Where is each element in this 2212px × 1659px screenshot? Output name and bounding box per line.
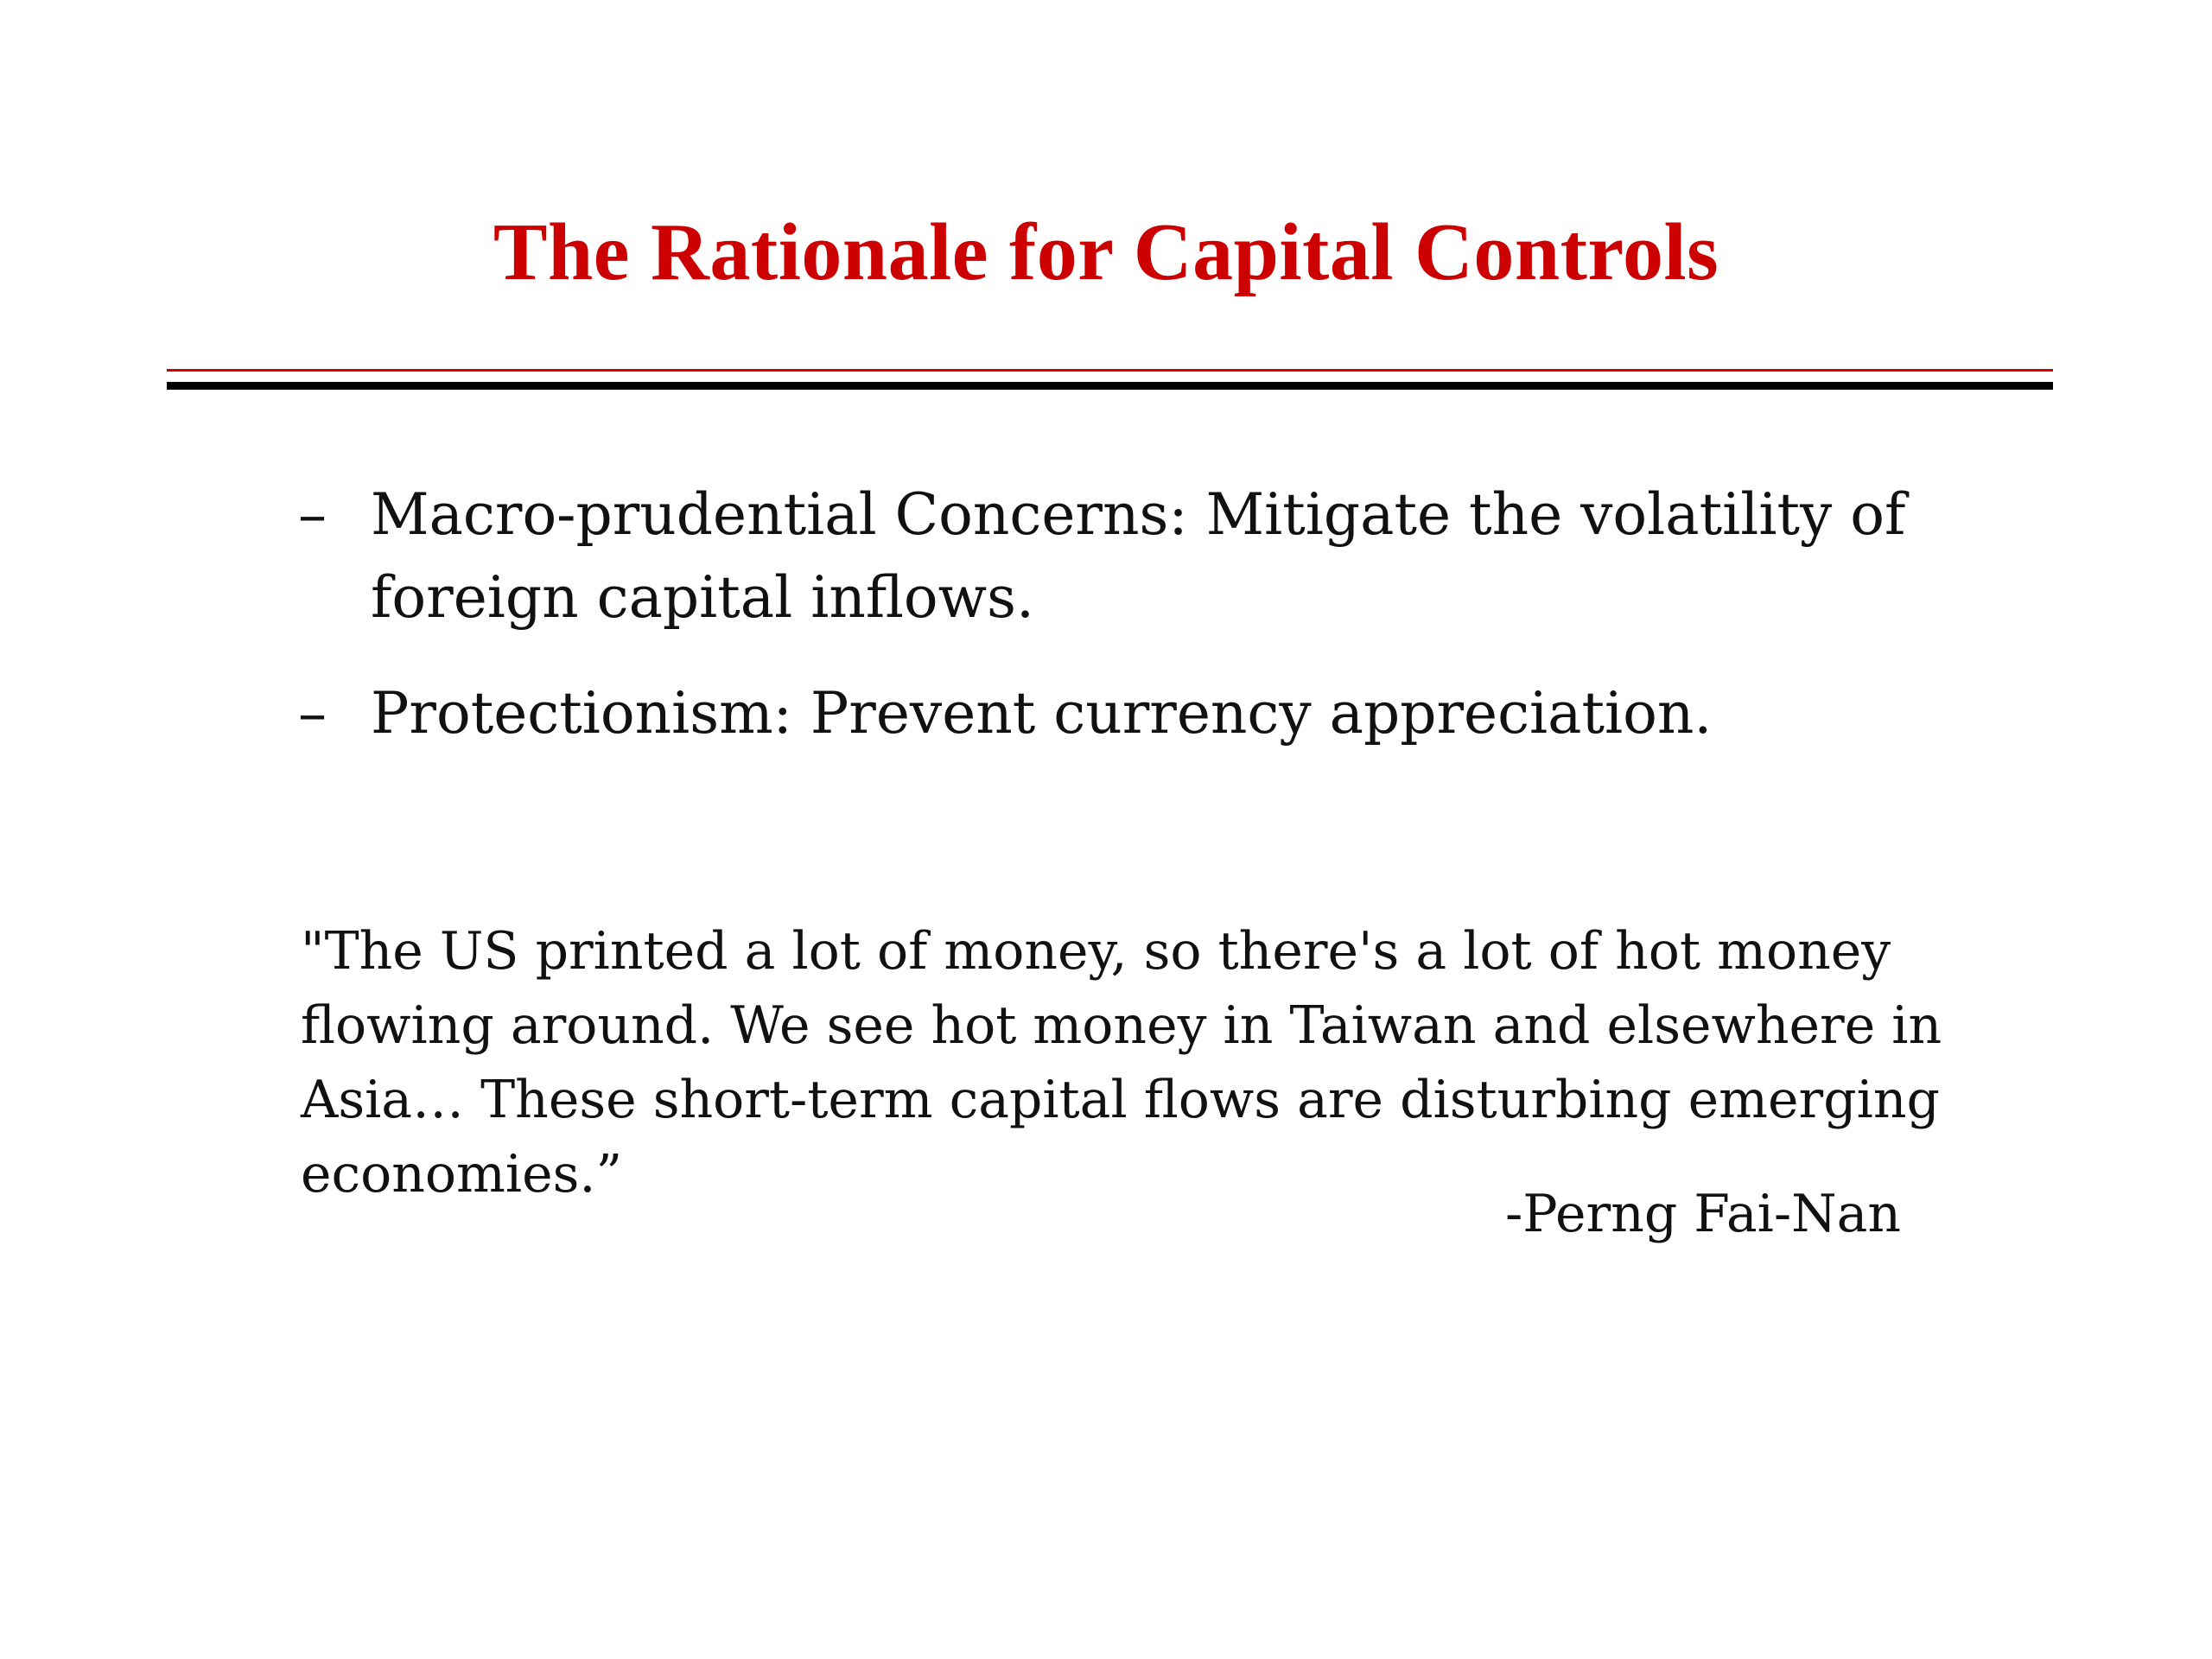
bullet-dash: – bbox=[298, 481, 327, 548]
bullet-list bbox=[298, 474, 2026, 788]
title-divider-red bbox=[167, 369, 2053, 372]
bullet-dash: – bbox=[298, 680, 327, 747]
bullet-item-macro-prudential bbox=[298, 474, 2026, 639]
quote-text: "The US printed a lot of money, so there's a lot of hot money flowing around. We see hot money in Taiwan and elsewhere in Asia… These short-term capital flows are disturbing emerging economies.” bbox=[301, 921, 1942, 1205]
slide-title: The Rationale for Capital Controls bbox=[493, 207, 1719, 297]
title-divider-black bbox=[167, 382, 2053, 390]
quote-attribution: -Perng Fai-Nan bbox=[1505, 1184, 1901, 1244]
bullet-item-protectionism bbox=[298, 672, 2026, 755]
bullet-text: Macro-prudential Concerns: Mitigate the volatility of foreign capital inflows. bbox=[371, 481, 1906, 631]
bullet-text: Protectionism: Prevent currency appreciation. bbox=[371, 680, 1713, 747]
